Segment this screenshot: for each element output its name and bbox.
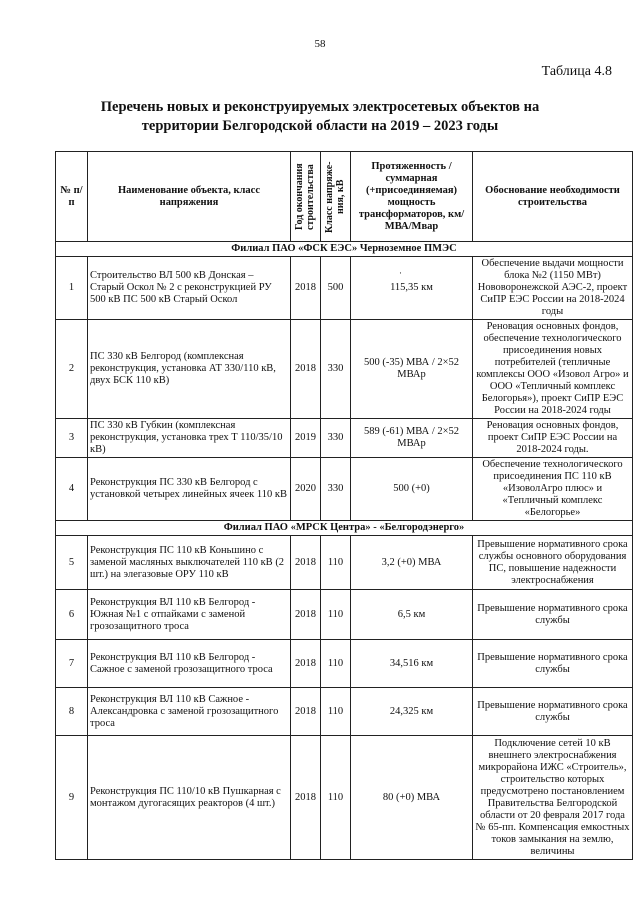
row-num: 9 [56, 736, 88, 860]
table-row [56, 640, 633, 688]
header-year-text: Год окончания строительства [293, 163, 316, 230]
header-voltage-text: Класс напряже- ния, кВ [323, 160, 346, 233]
row-voltage: 110 [321, 688, 351, 736]
table-row [56, 419, 633, 458]
row-name: Реконструкция ПС 110 кВ Коньшино с заменой масляных выключателей 110 кВ (2 шт.) на элегазовые ОРУ 110 кВ [88, 536, 291, 590]
header-num: № п/п [56, 152, 88, 242]
row-voltage: 330 [321, 458, 351, 521]
row-capacity: 80 (+0) МВА [351, 736, 473, 860]
row-justification: Подключение сетей 10 кВ внешнего электроснабжения микрорайона ИЖС «Строитель», строительство которых предусмотрено постановлением Правительства Белгородской области от 20 февраля 2017 года № 65-пп. Компенсация емкостных токов замыкания на землю, величины [473, 736, 633, 860]
section-row [56, 242, 633, 257]
row-capacity: 34,516 км [351, 640, 473, 688]
row-year: 2018 [291, 688, 321, 736]
table-row [56, 688, 633, 736]
table-row [56, 536, 633, 590]
row-num: 5 [56, 536, 88, 590]
row-voltage: 330 [321, 419, 351, 458]
row-year: 2018 [291, 257, 321, 320]
title-line-1: Перечень новых и реконструируемых электросетевых объектов на [100, 99, 540, 115]
page-title [50, 98, 590, 136]
page-number: 58 [314, 38, 326, 50]
row-voltage: 110 [321, 640, 351, 688]
row-num: 6 [56, 590, 88, 640]
table-row [56, 458, 633, 521]
row-voltage: 110 [321, 536, 351, 590]
row-justification: Превышение нормативного срока службы [473, 590, 633, 640]
row-capacity: 24,325 км [351, 688, 473, 736]
row-name: Реконструкция ПС 110/10 кВ Пушкарная с монтажом дугогасящих реакторов (4 шт.) [88, 736, 291, 860]
row-year: 2018 [291, 320, 321, 419]
title-line-2: территории Белгородской области на 2019 – 2023 годы [141, 118, 499, 134]
row-year: 2019 [291, 419, 321, 458]
header-justification: Обоснование необходимости строительства [473, 152, 633, 242]
row-name: Строительство ВЛ 500 кВ Донская – Старый Оскол № 2 с реконструкцией РУ 500 кВ ПС 500 кВ Старый Оскол [88, 257, 291, 320]
row-capacity: 115,35 км [351, 257, 473, 320]
row-num: 1 [56, 257, 88, 320]
row-capacity: 589 (-61) МВА / 2×52 МВАр [351, 419, 473, 458]
header-voltage [321, 152, 351, 242]
row-justification: Превышение нормативного срока службы [473, 688, 633, 736]
row-name: Реконструкция ВЛ 110 кВ Сажное - Александровка с заменой грозозащитного троса [88, 688, 291, 736]
row-justification: Обеспечение технологического присоединения ПС 110 кВ «ИзоволАгро плюс» и «Тепличный комплекс «Белогорье» [473, 458, 633, 521]
row-num: 7 [56, 640, 88, 688]
row-capacity: 500 (+0) [351, 458, 473, 521]
row-capacity: 3,2 (+0) МВА [351, 536, 473, 590]
row-name: Реконструкция ПС 330 кВ Белгород с установкой четырех линейных ячеек 110 кВ [88, 458, 291, 521]
row-year: 2018 [291, 736, 321, 860]
row-justification: Реновация основных фондов, проект СиПР ЕЭС России на 2018-2024 годы. [473, 419, 633, 458]
section-title: Филиал ПАО «МРСК Центра» - «Белгородэнерго» [56, 521, 633, 536]
row-year: 2018 [291, 590, 321, 640]
row-justification: Реновация основных фондов, обеспечение технологического присоединения новых потребителей (тепличные комплексы ООО «Изовол Агро» и ООО «Тепличный комплекс Белогорья»), проект СиПР ЕЭС России на 2018-2024 годы [473, 320, 633, 419]
row-num: 3 [56, 419, 88, 458]
objects-table [55, 151, 633, 860]
table-header-row [56, 152, 633, 242]
table-row [56, 257, 633, 320]
row-justification: Превышение нормативного срока службы [473, 640, 633, 688]
row-name: ПС 330 кВ Губкин (комплексная реконструкция, установка трех Т 110/35/10 кВ) [88, 419, 291, 458]
section-title: Филиал ПАО «ФСК ЕЭС» Черноземное ПМЭС [56, 242, 633, 257]
table-row [56, 320, 633, 419]
row-voltage: 110 [321, 590, 351, 640]
row-voltage: 500 [321, 257, 351, 320]
row-year: 2018 [291, 640, 321, 688]
table-row [56, 590, 633, 640]
header-year [291, 152, 321, 242]
row-justification: Превышение нормативного срока службы основного оборудования ПС, повышение надежности электроснабжения [473, 536, 633, 590]
row-name: ПС 330 кВ Белгород (комплексная реконструкция, установка АТ 330/110 кВ, двух БСК 110 кВ) [88, 320, 291, 419]
row-num: 4 [56, 458, 88, 521]
row-num: 2 [56, 320, 88, 419]
row-name: Реконструкция ВЛ 110 кВ Белгород - Сажное с заменой грозозащитного троса [88, 640, 291, 688]
row-year: 2018 [291, 536, 321, 590]
row-num: 8 [56, 688, 88, 736]
header-capacity: Протяженность / суммарная (+присоединяемая) мощность трансформаторов, км/МВА/Мвар [351, 152, 473, 242]
table-label: Таблица 4.8 [541, 64, 612, 79]
row-capacity: 6,5 км [351, 590, 473, 640]
row-capacity: 500 (-35) МВА / 2×52 МВАр [351, 320, 473, 419]
header-name: Наименование объекта, класс напряжения [88, 152, 291, 242]
section-row [56, 521, 633, 536]
row-justification: Обеспечение выдачи мощности блока №2 (1150 МВт) Нововоронежской АЭС-2, проект СиПР ЕЭС России на 2018-2024 годы [473, 257, 633, 320]
table-row [56, 736, 633, 860]
row-voltage: 330 [321, 320, 351, 419]
row-year: 2020 [291, 458, 321, 521]
row-name: Реконструкция ВЛ 110 кВ Белгород - Южная №1 с отпайками с заменой грозозащитного троса [88, 590, 291, 640]
row-voltage: 110 [321, 736, 351, 860]
stray-mark: · [399, 268, 402, 278]
